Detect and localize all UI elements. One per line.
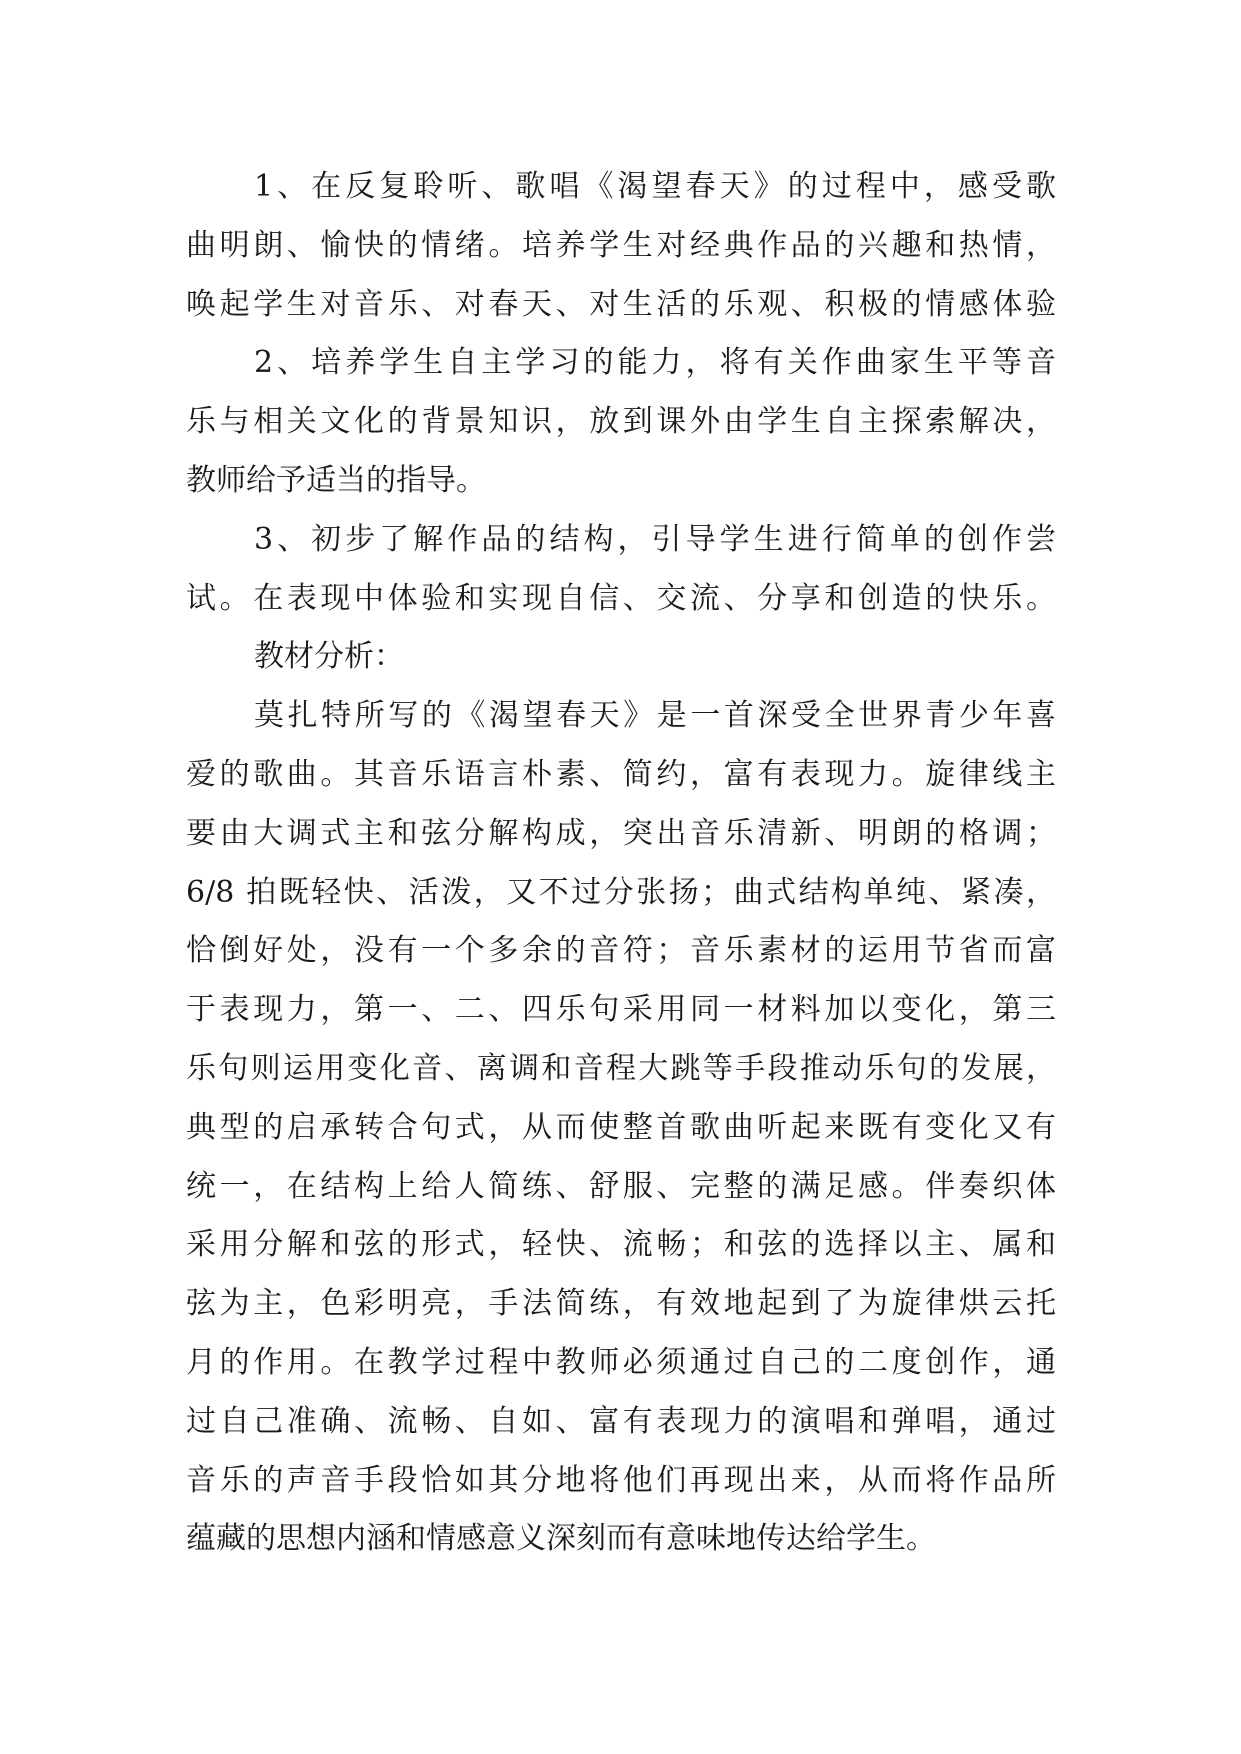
text-line: 要由大调式主和弦分解构成，突出音乐清新、明朗的格调； bbox=[186, 815, 1056, 851]
text-line: 月的作用。在教学过程中教师必须通过自己的二度创作，通 bbox=[186, 1344, 1056, 1380]
text-line: 于表现力，第一、二、四乐句采用同一材料加以变化，第三 bbox=[186, 992, 1056, 1028]
text-line: 音乐的声音手段恰如其分地将他们再现出来，从而将作品所 bbox=[186, 1462, 1056, 1498]
text-line: 统一，在结构上给人简练、舒服、完整的满足感。伴奏织体 bbox=[186, 1168, 1056, 1204]
text-line: 教师给予适当的指导。 bbox=[186, 462, 486, 498]
text-line: 爱的歌曲。其音乐语言朴素、简约，富有表现力。旋律线主 bbox=[186, 756, 1056, 792]
text-line: 过自己准确、流畅、自如、富有表现力的演唱和弹唱，通过 bbox=[186, 1403, 1056, 1439]
text-line: 3、初步了解作品的结构，引导学生进行简单的创作尝 bbox=[254, 521, 1056, 557]
text-line: 蕴藏的思想内涵和情感意义深刻而有意味地传达给学生。 bbox=[186, 1521, 936, 1557]
text-line: 2、培养学生自主学习的能力，将有关作曲家生平等音 bbox=[254, 345, 1056, 381]
text-line: 典型的启承转合句式，从而使整首歌曲听起来既有变化又有 bbox=[186, 1109, 1056, 1145]
text-line: 教材分析： bbox=[254, 639, 404, 675]
text-line: 曲明朗、愉快的情绪。培养学生对经典作品的兴趣和热情， bbox=[186, 227, 1056, 263]
text-line: 乐与相关文化的背景知识，放到课外由学生自主探索解决， bbox=[186, 404, 1056, 440]
text-line: 恰倒好处，没有一个多余的音符；音乐素材的运用节省而富 bbox=[186, 933, 1056, 969]
text-line: 6/8 拍既轻快、活泼，又不过分张扬；曲式结构单纯、紧凑， bbox=[186, 874, 1056, 910]
text-line: 试。在表现中体验和实现自信、交流、分享和创造的快乐。 bbox=[186, 580, 1056, 616]
text-line: 采用分解和弦的形式，轻快、流畅；和弦的选择以主、属和 bbox=[186, 1227, 1056, 1263]
text-line: 1、在反复聆听、歌唱《渴望春天》的过程中，感受歌 bbox=[254, 169, 1056, 204]
document-body bbox=[186, 158, 1056, 1569]
text-line: 莫扎特所写的《渴望春天》是一首深受全世界青少年喜 bbox=[254, 698, 1056, 734]
text-line: 乐句则运用变化音、离调和音程大跳等手段推动乐句的发展， bbox=[186, 1050, 1056, 1086]
text-line: 唤起学生对音乐、对春天、对生活的乐观、积极的情感体验 bbox=[186, 286, 1056, 322]
text-line: 弦为主，色彩明亮，手法简练，有效地起到了为旋律烘云托 bbox=[186, 1286, 1056, 1322]
